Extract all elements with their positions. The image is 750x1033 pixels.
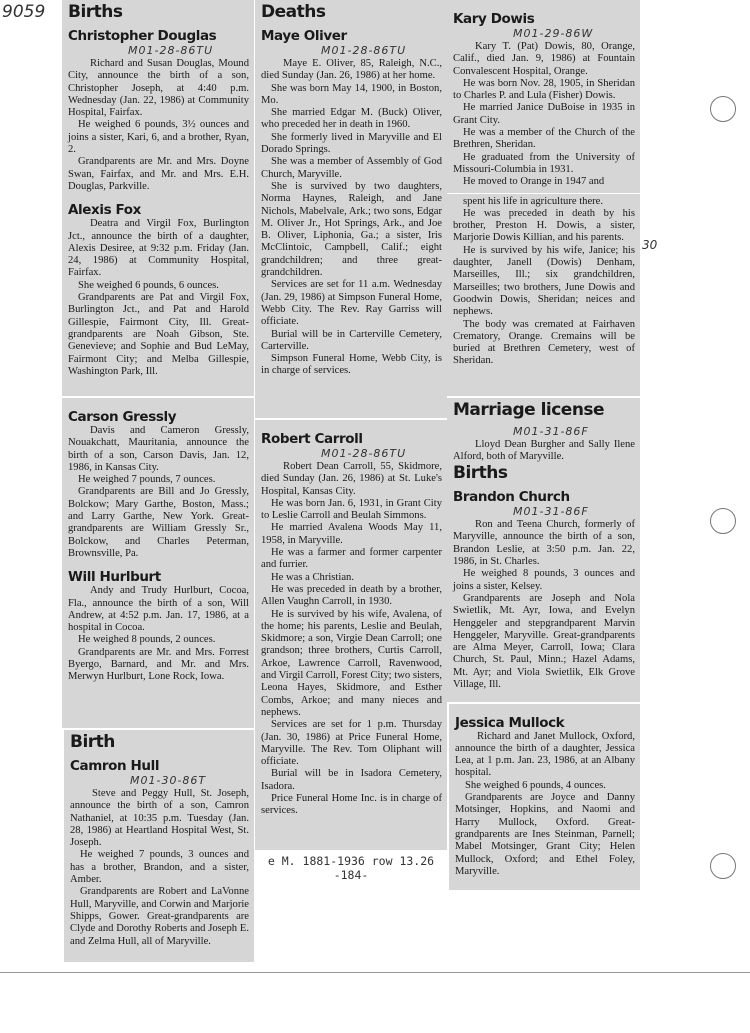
handwritten-date-note: M01-28-86TU: [321, 447, 407, 460]
article-paragraph: Ron and Teena Church, formerly of Maryville, announce the birth of a son, Brandon Leslie, at 3:50 p.m. Jan. 22, 1986, in St. Charles.: [453, 519, 635, 568]
article-paragraph: He weighed 8 pounds, 2 ounces.: [78, 634, 216, 646]
article-paragraph: Grandparents are Mr. and Mrs. Forrest Byergo, Barnard, and Mr. and Mrs. Merwyn Hurlburt, Lone Rock, Iowa.: [68, 646, 249, 683]
article-paragraph: She weighed 6 pounds, 4 ounces.: [465, 779, 606, 791]
article-paragraph: She is survived by two daughters, Norma Haynes, Raleigh, and Jane Nichols, Mabelvale, Ark.; two sons, Edgar M. Oliver Jr., Hot Springs, Ark., and Joe B. Oliver, Liphonia, Ga.; a sister, Iris McClintoic, Campbell, Calif.; eight grandchildren; and three great-grandchildren.: [261, 180, 442, 279]
page-number-note: 9059: [2, 2, 46, 22]
article-heading: Carson Gressly: [68, 409, 177, 425]
news-clipping: [255, 420, 447, 850]
article-paragraph: He is survived by his wife, Avalena, of the home; his parents, Leslie and Beulah, Skidmore; a son, Virgie Dean Carroll; one grandson; three brothers, Curtis Carroll, Arkoe, Lawrence Carroll, Ravenwood, and Virgil Carroll, Forest City; two sisters, Leona Hayes, Skidmore, and Esther Combs, Arkoe; and many nieces and nephews.: [261, 608, 442, 718]
article-paragraph: He was born Jan. 6, 1931, in Grant City to Leslie Carroll and Beulah Simmons.: [261, 497, 442, 522]
article-paragraph: Price Funeral Home Inc. is in charge of services.: [261, 793, 442, 817]
side-mark-note: 30: [642, 238, 658, 252]
article-paragraph: Simpson Funeral Home, Webb City, is in charge of services.: [261, 353, 442, 377]
article-paragraph: Davis and Cameron Gressly, Nouakchatt, Mauritania, announce the birth of a son, Carson Davis, Jan. 12, 1986, in Kansas City.: [68, 425, 249, 473]
article-heading: Brandon Church: [453, 489, 570, 506]
article-paragraph: Grandparents are Bill and Jo Gressly, Bolckow; Mary Garthe, Boston, Mass.; and Larry Garthe, New York. Great-grandparents are William Gressly Sr., Bolckow, and Charles Peterman, Brownsville, Pa.: [68, 486, 249, 559]
section-heading: Births: [453, 463, 508, 484]
handwritten-date-note: M01-30-86T: [130, 774, 207, 787]
article-paragraph: Kary T. (Pat) Dowis, 80, Orange, Calif., died Jan. 9, 1986) at Fountain Convalescent Hospital, Orange.: [453, 41, 635, 77]
handwritten-date-note: M01-29-86W: [513, 27, 594, 40]
article-paragraph: He was a Christian.: [271, 571, 354, 583]
section-heading: Birth: [70, 732, 115, 752]
article: [453, 11, 635, 189]
news-clipping: [447, 398, 640, 702]
article-paragraph: Burial will be in Carterville Cemetery, Carterville.: [261, 328, 442, 352]
article-paragraph: Deatra and Virgil Fox, Burlington Jct., announce the birth of a daughter, Alexis Desiree, at 9:32 p.m. Friday (Jan. 24, 1986) at Community Hospital, Fairfax.: [68, 218, 249, 279]
article-paragraph: She was born May 14, 1900, in Boston, Mo.: [261, 82, 442, 106]
article-paragraph: He was preceded in death by his brother, Preston H. Dowis, a sister, Marjorie Dowis Killian, and his parents.: [453, 207, 635, 244]
handwritten-date-note: M01-31-86F: [513, 505, 589, 519]
article-paragraph: Robert Dean Carroll, 55, Skidmore, died Sunday (Jan. 26, 1986) at St. Luke's Hospital, Kansas City.: [261, 461, 442, 497]
article-paragraph: Grandparents are Pat and Virgil Fox, Burlington Jct., and Pat and Harold Gillespie, Fairmont City, Ill. Great-grandparents are Noah Gibson, Ste. Genevieve; and Sophie and Bud LeMay, Fairmont City; and Melba Gillespie, Washington Park, Ill.: [68, 292, 249, 377]
clipping-column-right: [447, 0, 640, 892]
news-clipping: [62, 0, 254, 396]
article-paragraph: Grandparents are Joseph and Nola Swietlik, Mt. Ayr, Iowa, and Evelyn Henggeler and stepgrandparent Marvin Henggeler, Maryville. Great-grandparents are Alma Meyer, Carroll, Iowa; Clara Church, St. Paul, Minn.; Hazel Adams, Mt. Ayr; and Viola Swietlik, Elk Grove Village, Ill.: [453, 592, 635, 691]
news-clipping: [64, 730, 254, 962]
article-paragraph: He weighed 8 pounds, 3 ounces and joins a sister, Kelsey.: [453, 568, 635, 592]
article-paragraph: She was a member of Assembly of God Church, Maryville.: [261, 156, 442, 180]
article-heading: Jessica Mullock: [455, 714, 565, 731]
article-paragraph: He was preceded in death by a brother, Allen Vaughn Carroll, in 1930.: [261, 583, 442, 608]
binder-hole: [710, 96, 736, 122]
archive-page-number: -184-: [333, 868, 369, 882]
article-paragraph: He married Janice DuBoise in 1935 in Grant City.: [453, 102, 635, 126]
article: [453, 196, 635, 368]
section-heading: Births: [68, 2, 123, 22]
article: [261, 28, 442, 378]
binder-hole: [710, 508, 736, 534]
page-edge-line: [0, 972, 750, 973]
article-paragraph: Steve and Peggy Hull, St. Joseph, announce the birth of a son, Camron Nathaniel, at 10:35 p.m. Tuesday (Jan. 28, 1986) at Heartland Hospital West, St. Joseph.: [70, 788, 249, 849]
archive-reference: e M. 1881-1936 row 13.26: [267, 854, 435, 868]
article: [68, 569, 249, 683]
article: [68, 28, 249, 193]
article-heading: Alexis Fox: [68, 202, 141, 219]
article-heading: Kary Dowis: [453, 11, 535, 27]
article-paragraph: Grandparents are Mr. and Mrs. Doyne Swan, Fairfax, and Mr. and Mrs. E.H. Douglas, Parkville.: [68, 156, 249, 192]
article-paragraph: He married Avalena Woods May 11, 1958, in Maryville.: [261, 522, 442, 546]
clipping-column-left: [62, 0, 254, 964]
article-paragraph: Richard and Susan Douglas, Mound City, announce the birth of a son, Christopher Joseph, at 4:40 p.m. Wednesday (Jan. 22, 1986) at Community Hospital, Fairfax.: [68, 58, 249, 119]
article-paragraph: She married Edgar M. (Buck) Oliver, who preceded her in death in 1960.: [261, 107, 442, 131]
binder-hole: [710, 853, 736, 879]
article-paragraph: Services are set for 1 p.m. Thursday (Jan. 30, 1986) at Price Funeral Home, Maryville. The Rev. Tom Oliphant will officiate.: [261, 719, 442, 768]
section-heading: Marriage license: [453, 399, 605, 420]
article-paragraph: Maye E. Oliver, 85, Raleigh, N.C., died Sunday (Jan. 26, 1986) at her home.: [261, 58, 442, 82]
article-heading: Will Hurlburt: [68, 569, 161, 586]
handwritten-date-note: M01-31-86F: [513, 424, 589, 438]
article-paragraph: Services are set for 11 a.m. Wednesday (Jan. 29, 1986) at Simpson Funeral Home, Webb City. The Rev. Ray Garriss will officiate.: [261, 279, 442, 328]
article: [261, 431, 442, 818]
article-paragraph: Burial will be in Isadora Cemetery, Isadora.: [261, 768, 442, 792]
article-paragraph: Andy and Trudy Hurlburt, Cocoa, Fla., announce the birth of a son, Will Andrew, at 4:52 p.m. Jan. 17, 1986, at a hospital in Cocoa.: [68, 585, 249, 634]
article-paragraph: He was a member of the Church of the Brethren, Sheridan.: [453, 127, 635, 151]
archive-footer: [255, 854, 447, 882]
article: [455, 715, 635, 879]
article-paragraph: Grandparents are Joyce and Danny Motsinger, Hopkins, and Naomi and Harry Mullock, Oxford. Great-grandparents are Ines Steinman, Parnell; Mabel Motsinger, Grant City; Helen Mullock, Oxford; and Ethel Foley, Maryville.: [455, 792, 635, 877]
article-paragraph: He weighed 6 pounds, 3½ ounces and joins a sister, Kari, 6, and a brother, Ryan, 2.: [68, 119, 249, 156]
article-paragraph: The body was cremated at Fairhaven Crematory, Orange. Cremains will be buried at Brethren Cemetery, west of Sheridan.: [453, 318, 635, 367]
article-paragraph: He was born Nov. 28, 1905, in Sheridan to Charles P. and Lula (Fisher) Dowis.: [453, 77, 635, 102]
news-clipping: [447, 0, 640, 193]
article-paragraph: He weighed 7 pounds, 3 ounces and has a brother, Brandon, and a sister, Amber.: [70, 849, 249, 886]
news-clipping: [449, 704, 640, 890]
article-paragraph: Richard and Janet Mullock, Oxford, announce the birth of a daughter, Jessica Lea, at 1 p.m. Jan. 23, 1986, at an Albany hospital.: [455, 730, 635, 779]
article: [68, 202, 249, 378]
clipping-column-middle: [255, 0, 447, 882]
article-paragraph: He graduated from the University of Missouri-Columbia in 1931.: [453, 151, 635, 175]
article: [68, 409, 249, 560]
article-heading: Maye Oliver: [261, 28, 347, 44]
handwritten-date-note: M01-28-86TU: [128, 44, 214, 57]
article: [453, 489, 635, 691]
article-paragraph: He is survived by his wife, Janice; his daughter, Janell (Dowis) Denham, Marseilles, Ill.; six grandchildren, Marseilles; two brothers, June Dowis and Goodwin Dowis, Sheridan; neices and nephews.: [453, 244, 635, 318]
article-paragraph: She weighed 6 pounds, 6 ounces.: [78, 279, 219, 291]
article-paragraph: He was a farmer and former carpenter and furrier.: [261, 547, 442, 571]
article: [453, 426, 635, 464]
news-clipping: [447, 194, 640, 396]
news-clipping: [62, 398, 254, 728]
handwritten-date-note: M01-28-86TU: [321, 44, 407, 57]
section-heading: Deaths: [261, 2, 326, 22]
article: [70, 758, 249, 948]
article-paragraph: Lloyd Dean Burgher and Sally Ilene Alford, both of Maryville.: [453, 438, 635, 462]
article-paragraph: spent his life in agriculture there.: [463, 195, 604, 207]
article-heading: Robert Carroll: [261, 431, 363, 447]
news-clipping: [255, 0, 447, 418]
article-paragraph: She formerly lived in Maryville and El Dorado Springs.: [261, 131, 442, 156]
article-heading: Camron Hull: [70, 758, 160, 774]
article-paragraph: He moved to Orange in 1947 and: [463, 176, 605, 188]
article-paragraph: Grandparents are Robert and LaVonne Hull, Maryville, and Corwin and Marjorie Shipps, Gower. Great-grandparents are Clyde and Dorothy Roberts and Joseph E. and Zelma Hull, all of Maryville.: [70, 886, 249, 947]
article-heading: Christopher Douglas: [68, 28, 217, 44]
article-paragraph: He weighed 7 pounds, 7 ounces.: [78, 474, 216, 486]
